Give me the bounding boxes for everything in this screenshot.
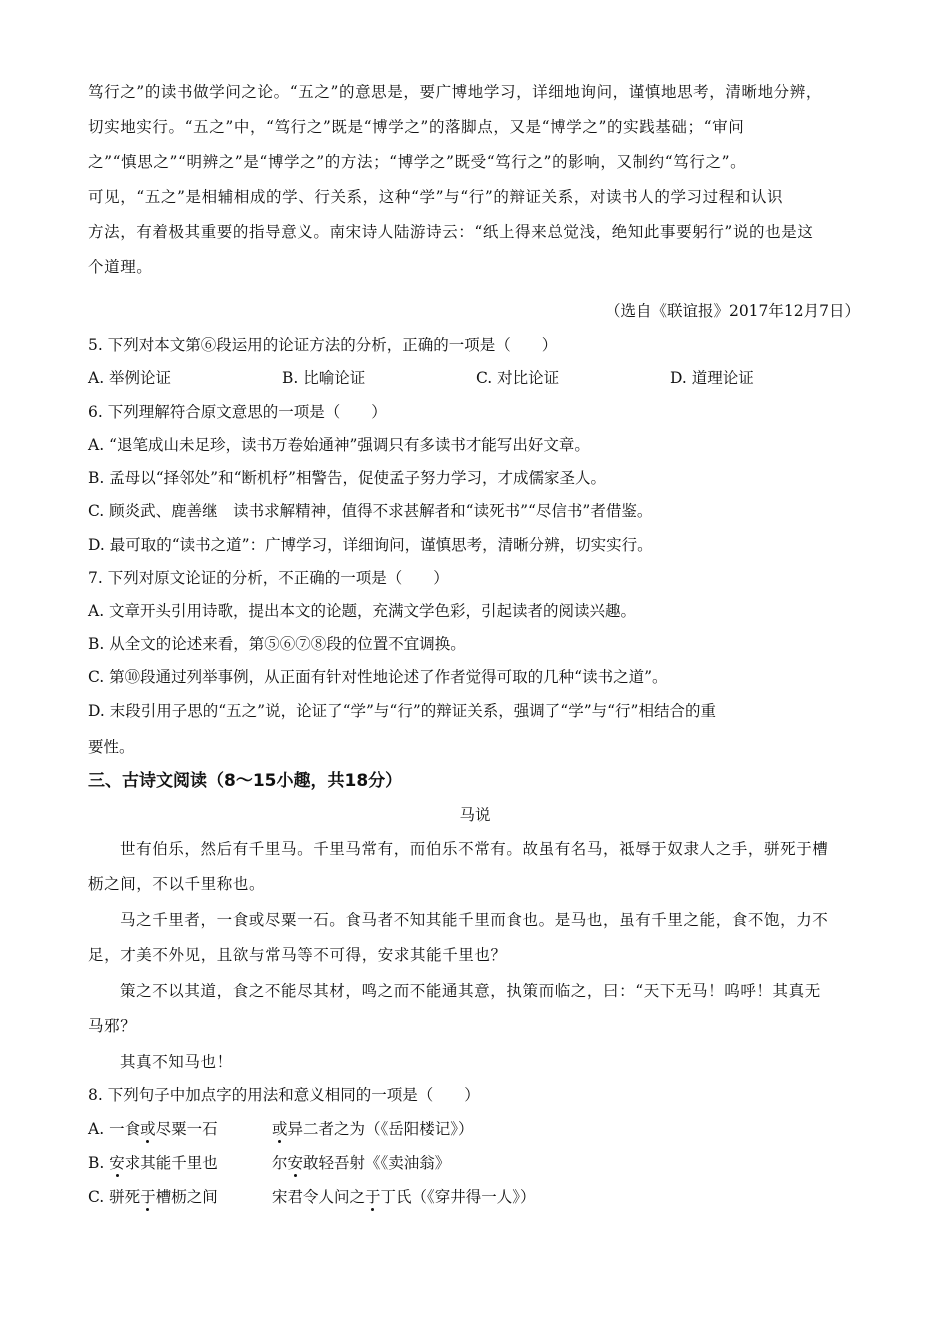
- q8-option-b: [88, 1152, 218, 1174]
- q5-option-b: B. 比喻论证: [282, 369, 366, 387]
- question-7-stem: 7. 下列对原文论证的分析，不正确的一项是（ ）: [88, 569, 449, 587]
- passage-line: 个道理。: [88, 258, 153, 276]
- q7-option-b: B. 从全文的论述来看，第⑤⑥⑦⑧段的位置不宜调换。: [88, 635, 466, 653]
- q5-option-a: A. 举例论证: [88, 369, 172, 387]
- option-right-text: 丁氏（《穿井得一人》）: [380, 1188, 536, 1206]
- q6-option-c: C. 顾炎武、鹿善继 读书求解精神，值得不求甚解者和“读死书”“尽信书”者借鉴。: [88, 502, 653, 520]
- option-right-text: 尔: [272, 1154, 288, 1172]
- classical-text-line: 枥之间，不以千里称也。: [88, 875, 266, 893]
- option-label: B.: [88, 1154, 105, 1172]
- dotted-char: 安: [287, 1154, 304, 1172]
- q8-option-a-compare: [272, 1118, 474, 1140]
- q8-option-c: [88, 1186, 218, 1208]
- option-left-text: 骈死: [109, 1188, 141, 1206]
- q5-option-c: C. 对比论证: [476, 369, 560, 387]
- q8-option-c-compare: [272, 1186, 536, 1208]
- option-left-text: 尽粟一石: [155, 1120, 218, 1138]
- question-6-stem: 6. 下列理解符合原文意思的一项是（ ）: [88, 403, 387, 421]
- q6-option-d: D. 最可取的“读书之道”：广博学习，详细询问，谨慎思考，清晰分辨，切实实行。: [88, 536, 653, 554]
- dotted-char: 或: [140, 1120, 156, 1138]
- question-5-stem: 5. 下列对本文第⑥段运用的论证方法的分析，正确的一项是（ ）: [88, 336, 558, 354]
- question-8-stem: 8. 下列句子中加点字的用法和意义相同的一项是（ ）: [88, 1086, 480, 1104]
- passage-source: （选自《联谊报》2017年12月7日）: [604, 302, 860, 320]
- classical-text-line: 足，才美不外见，且欲与常马等不可得，安求其能千里也？: [88, 946, 507, 964]
- option-right-text: 宋君令人问之: [272, 1188, 366, 1206]
- q7-option-d-continued: 要性。: [88, 738, 135, 756]
- dotted-char: 于: [365, 1188, 381, 1206]
- option-left-text: 求其能千里也: [124, 1154, 218, 1172]
- q7-option-d: D. 末段引用子思的“五之”说，论证了“学”与“行”的辩证关系，强调了“学”与“行”相结合的重: [88, 702, 716, 720]
- q8-option-a: [88, 1118, 218, 1140]
- option-label: C.: [88, 1188, 105, 1206]
- section-heading: 三、古诗文阅读（8～15小趣，共18分）: [88, 771, 403, 791]
- q7-option-a: A. 文章开头引用诗歌，提出本文的论题，充满文学色彩，引起读者的阅读兴趣。: [88, 602, 637, 620]
- option-right-text: 敢轻吾射《《卖油翁》: [303, 1154, 451, 1172]
- passage-line: 方法，有着极其重要的指导意义。南宋诗人陆游诗云：“纸上得来总觉浅，绝知此事要躬行”说的也是这: [88, 223, 814, 241]
- q6-option-a: A. “退笔成山未足珍，读书万卷始通神”强调只有多读书才能写出好文章。: [88, 436, 590, 454]
- passage-line: 笃行之”的读书做学问之论。“五之”的意思是，要广博地学习，详细地询问，谨慎地思考，清晰地分辨，: [88, 83, 822, 101]
- dotted-char: 于: [140, 1188, 156, 1206]
- classical-text-line: 马邪？: [88, 1017, 137, 1035]
- passage-line: 之”“慎思之”“明辨之”是“博学之”的方法；“博学之”既受“笃行之”的影响，又制约“笃行之”。: [88, 153, 747, 171]
- q7-option-c: C. 第⑩段通过列举事例，从正面有针对性地论述了作者觉得可取的几种“读书之道”。: [88, 668, 668, 686]
- dotted-char: 安: [109, 1154, 125, 1172]
- option-left-text: 一食: [109, 1120, 141, 1138]
- option-right-text: 异二者之为（《岳阳楼记》）: [287, 1120, 474, 1138]
- classical-text-line: 世有伯乐，然后有千里马。千里马常有，而伯乐不常有。故虽有名马，祗辱于奴隶人之手，骈死于槽: [120, 840, 829, 858]
- q5-option-d: D. 道理论证: [670, 369, 754, 387]
- option-label: A.: [88, 1120, 105, 1138]
- q6-option-b: B. 孟母以“择邻处”和“断机杼”相警告，促使孟子努力学习，才成儒家圣人。: [88, 469, 606, 487]
- classical-text-line: 策之不以其道，食之不能尽其材，鸣之而不能通其意，执策而临之，曰：“天下无马！呜呼！其真无: [120, 982, 821, 1000]
- option-left-text: 槽枥之间: [155, 1188, 218, 1206]
- dotted-char: 或: [272, 1120, 288, 1138]
- passage-line: 切实地实行。“五之”中，“笃行之”既是“博学之”的落脚点，又是“博学之”的实践基础；“审问: [88, 118, 745, 136]
- classical-text-line: 其真不知马也！: [120, 1053, 233, 1071]
- poem-title: 马说: [459, 806, 491, 824]
- passage-line: 可见，“五之”是相辅相成的学、行关系，这种“学”与“行”的辩证关系，对读书人的学习过程和认识: [88, 188, 784, 206]
- q8-option-b-compare: [272, 1152, 450, 1174]
- classical-text-line: 马之千里者，一食或尽粟一石。食马者不知其能千里而食也。是马也，虽有千里之能，食不饱，力不: [120, 911, 829, 929]
